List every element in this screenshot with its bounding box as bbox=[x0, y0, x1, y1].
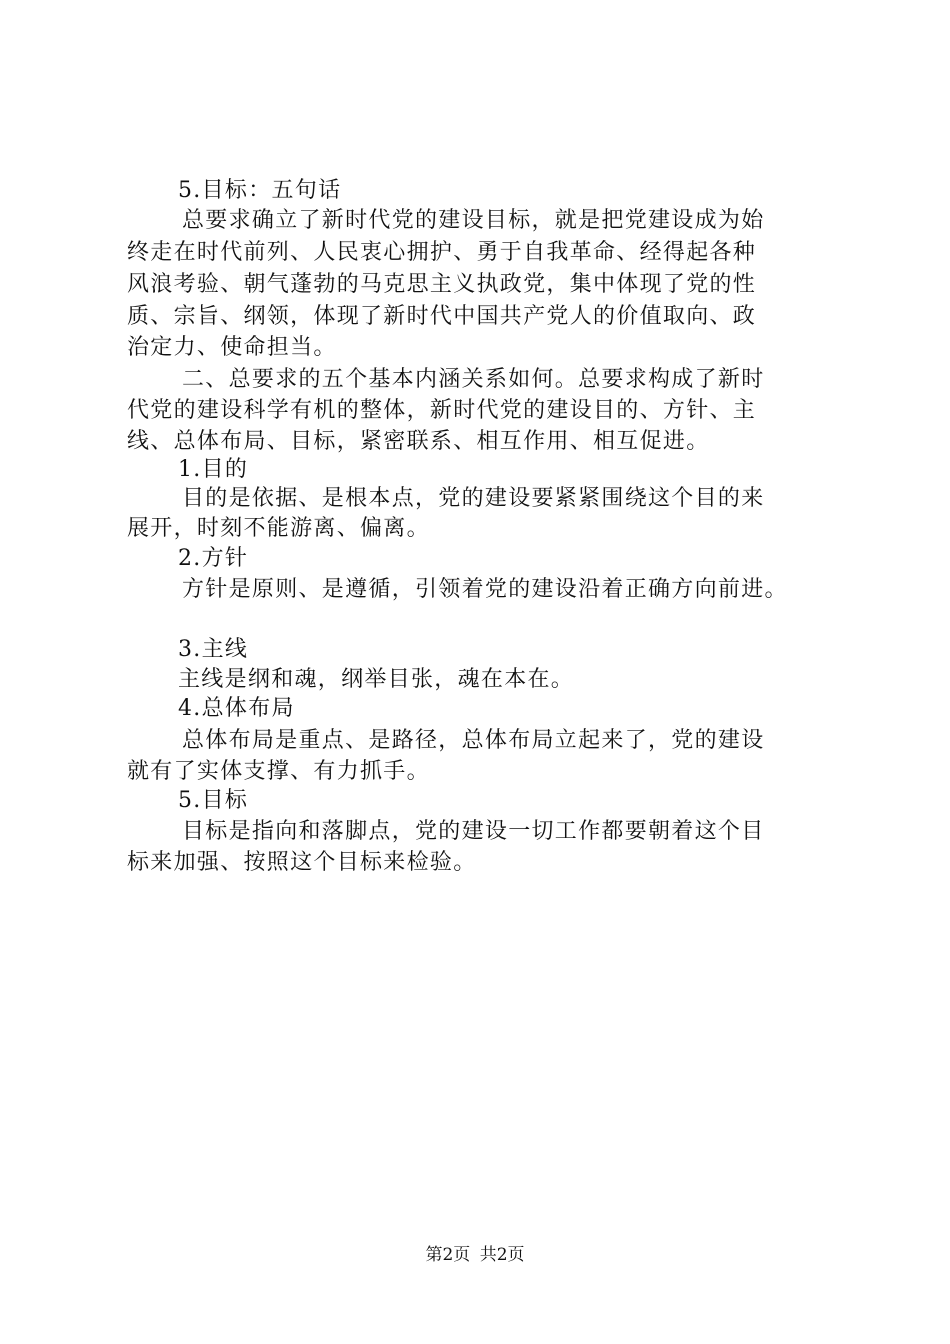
page-total: 共2页 bbox=[479, 1245, 525, 1265]
paragraph-line: 治定力、使命担当。 bbox=[127, 335, 337, 360]
paragraph-line: 风浪考验、朝气蓬勃的马克思主义执政党，集中体现了党的性 bbox=[127, 272, 757, 297]
paragraph-line: 目的是依据、是根本点，党的建设要紧紧围绕这个目的来 bbox=[182, 486, 765, 511]
heading-main-line: 3.主线 bbox=[178, 637, 249, 662]
page-number: 第2页 bbox=[425, 1245, 471, 1265]
paragraph-line: 质、宗旨、纲领，体现了新时代中国共产党人的价值取向、政 bbox=[127, 304, 757, 329]
heading-goal: 5.目标 bbox=[178, 788, 249, 813]
paragraph-line: 总体布局是重点、是路径，总体布局立起来了，党的建设 bbox=[182, 728, 765, 753]
paragraph-line: 线、总体布局、目标，紧密联系、相互作用、相互促进。 bbox=[127, 429, 710, 454]
heading-goal-five-sentences: 5.目标：五句话 bbox=[178, 178, 342, 203]
heading-overall-layout: 4.总体布局 bbox=[178, 696, 295, 721]
page-footer bbox=[0, 1244, 950, 1266]
paragraph-line: 代党的建设科学有机的整体，新时代党的建设目的、方针、主 bbox=[127, 398, 757, 423]
paragraph-line: 就有了实体支撑、有力抓手。 bbox=[127, 759, 430, 784]
paragraph-line: 方针是原则、是遵循，引领着党的建设沿着正确方向前进。 bbox=[182, 577, 788, 602]
heading-policy: 2.方针 bbox=[178, 546, 249, 571]
paragraph-line: 标来加强、按照这个目标来检验。 bbox=[127, 850, 477, 875]
paragraph-line: 展开，时刻不能游离、偏离。 bbox=[127, 516, 430, 541]
paragraph-line: 目标是指向和落脚点，党的建设一切工作都要朝着这个目 bbox=[182, 819, 765, 844]
paragraph-line: 总要求确立了新时代党的建设目标，就是把党建设成为始 bbox=[182, 208, 765, 233]
paragraph-line: 二、总要求的五个基本内涵关系如何。总要求构成了新时 bbox=[182, 367, 765, 392]
heading-purpose: 1.目的 bbox=[178, 457, 249, 482]
paragraph-line: 主线是纲和魂，纲举目张，魂在本在。 bbox=[178, 667, 575, 692]
paragraph-line: 终走在时代前列、人民衷心拥护、勇于自我革命、经得起各种 bbox=[127, 240, 757, 265]
